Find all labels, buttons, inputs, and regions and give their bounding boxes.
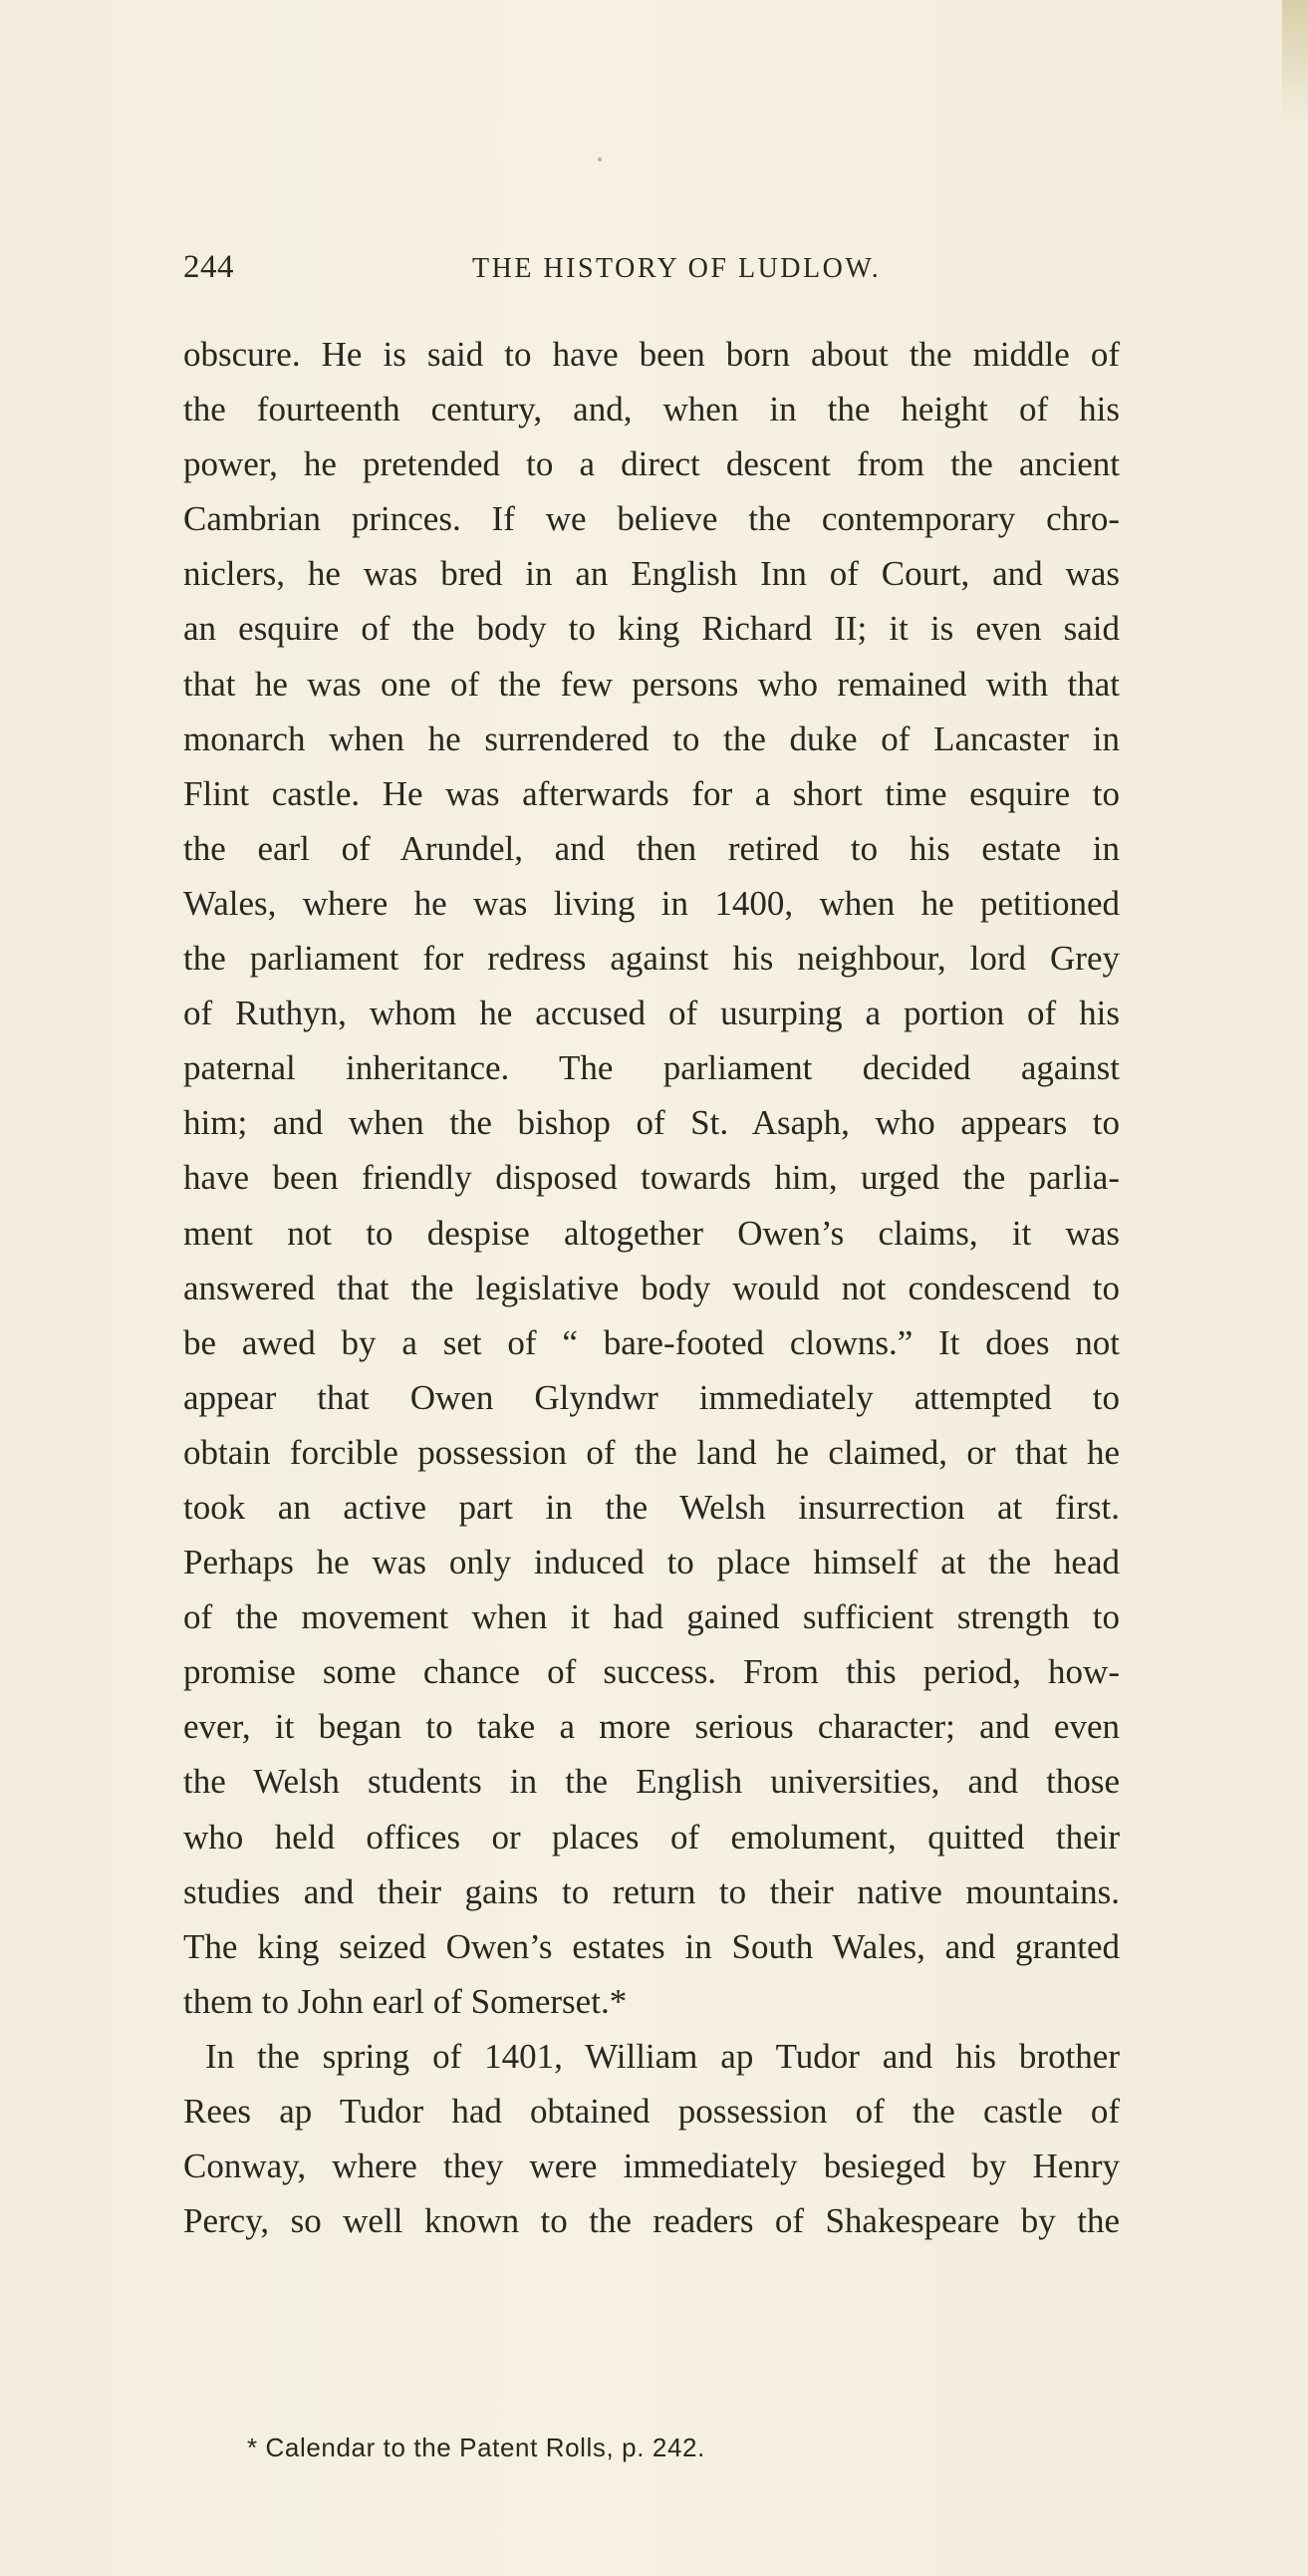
text-line: ever, it began to take a more serious character; and even (183, 1707, 1120, 1747)
body-text (183, 327, 1120, 2248)
text-line: have been friendly disposed towards him, urged the parlia- (183, 1158, 1120, 1198)
text-line: ment not to despise altogether Owen’s claims, it was (183, 1213, 1120, 1253)
text-line: Cambrian princes. If we believe the contemporary chro- (183, 499, 1120, 539)
text-line: Perhaps he was only induced to place himself at the head (183, 1543, 1120, 1582)
text-line: Rees ap Tudor had obtained possession of the castle of (183, 2092, 1120, 2131)
text-line: Flint castle. He was afterwards for a short time esquire to (183, 773, 1120, 813)
text-line: monarch when he surrendered to the duke of Lancaster in (183, 718, 1120, 758)
text-line: them to John earl of Somerset.* (183, 1981, 628, 2021)
text-line: who held offices or places of emolument, quitted their (183, 1817, 1120, 1857)
text-line: niclers, he was bred in an English Inn of Court, and was (183, 554, 1120, 594)
page-header (183, 249, 1120, 289)
text-line: In the spring of 1401, William ap Tudor and his brother (205, 2036, 1120, 2076)
paper-speck (598, 157, 602, 161)
footnote: * Calendar to the Patent Rolls, p. 242. (247, 2433, 705, 2462)
page-number: 244 (183, 249, 234, 285)
text-line: appear that Owen Glyndwr immediately attempted to (183, 1377, 1120, 1417)
text-line: be awed by a set of “ bare-footed clowns.” It does not (183, 1322, 1120, 1362)
running-title: THE HISTORY OF LUDLOW. (472, 253, 882, 284)
page-edge-shadow (1282, 0, 1308, 120)
text-line: answered that the legislative body would not condescend to (183, 1268, 1120, 1307)
text-line: paternal inheritance. The parliament decided against (183, 1048, 1120, 1088)
text-line: him; and when the bishop of St. Asaph, who appears to (183, 1103, 1120, 1143)
text-line: obtain forcible possession of the land he claimed, or that he (183, 1432, 1120, 1472)
text-line: promise some chance of success. From this period, how- (183, 1652, 1120, 1692)
text-line: Wales, where he was living in 1400, when he petitioned (183, 883, 1120, 923)
text-line: The king seized Owen’s estates in South Wales, and granted (183, 1926, 1120, 1966)
text-line: the fourteenth century, and, when in the height of his (183, 390, 1120, 429)
text-line: the Welsh students in the English universities, and those (183, 1762, 1120, 1802)
text-line: took an active part in the Welsh insurrection at first. (183, 1487, 1120, 1527)
text-line: Percy, so well known to the readers of Shakespeare by the (183, 2201, 1120, 2241)
text-line: the earl of Arundel, and then retired to his estate in (183, 828, 1120, 868)
text-line: power, he pretended to a direct descent from the ancient (183, 444, 1120, 484)
text-line: the parliament for redress against his neighbour, lord Grey (183, 939, 1120, 979)
text-line: Conway, where they were immediately besieged by Henry (183, 2147, 1120, 2186)
text-line: of the movement when it had gained sufficient strength to (183, 1597, 1120, 1637)
text-line: an esquire of the body to king Richard II; it is even said (183, 609, 1120, 649)
text-line: studies and their gains to return to their native mountains. (183, 1871, 1120, 1911)
text-line: of Ruthyn, whom he accused of usurping a portion of his (183, 994, 1120, 1033)
text-line: that he was one of the few persons who remained with that (183, 664, 1120, 704)
text-line: obscure. He is said to have been born about the middle of (183, 335, 1120, 374)
